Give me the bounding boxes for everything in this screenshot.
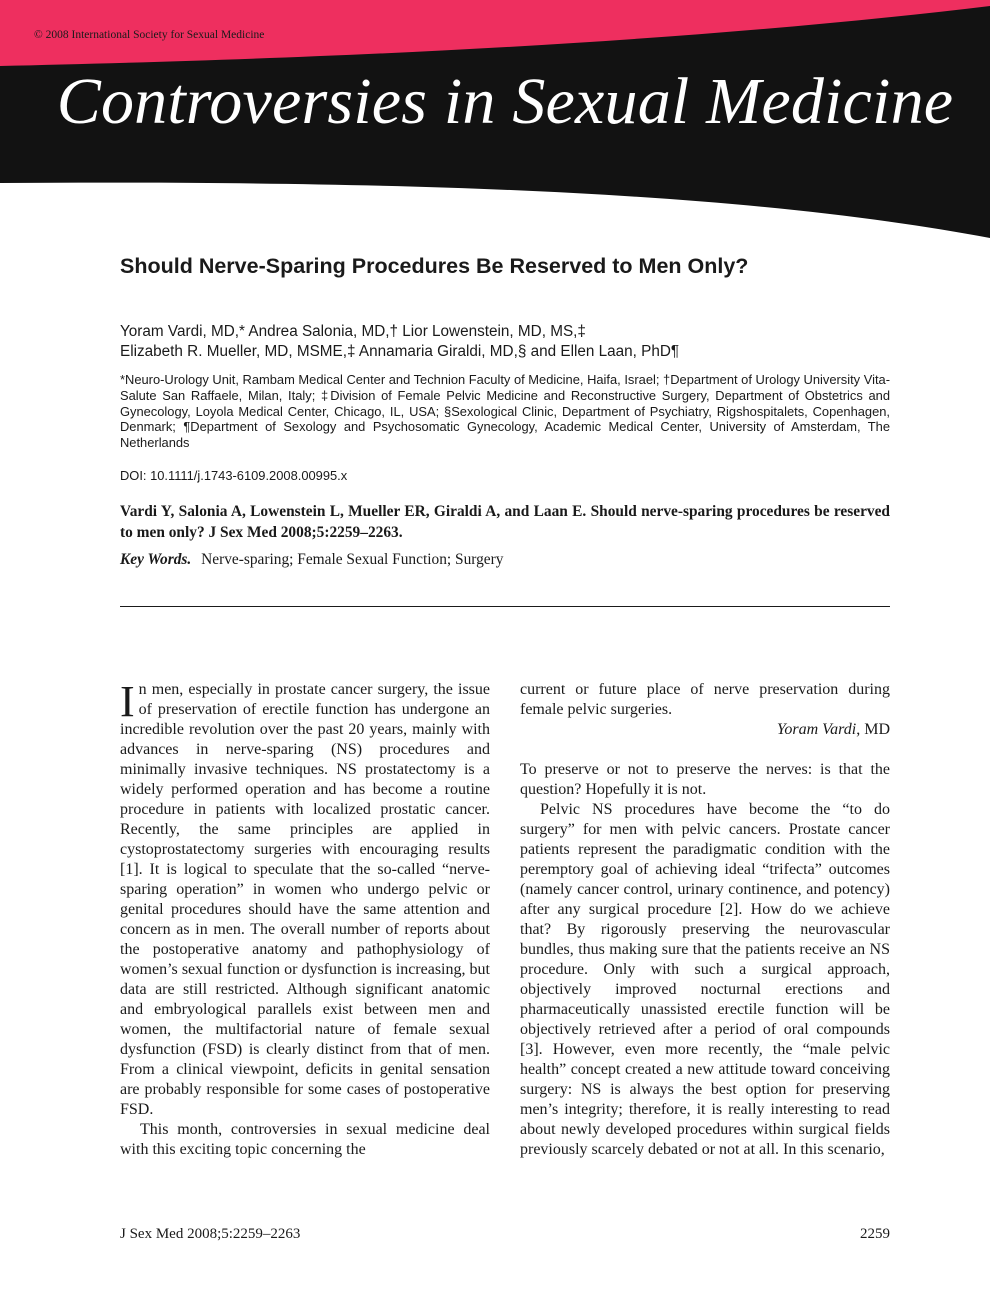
editor-signature [520,720,890,740]
authors-line-2: Elizabeth R. Mueller, MD, MSME,‡ Annamaria Giraldi, MD,§ and Ellen Laan, PhD¶ [120,343,680,360]
journal-title: Controversies in Sexual Medicine [56,65,954,138]
keywords-label: Key Words. [120,551,192,568]
paragraph-gap [520,740,890,760]
copyright-notice: © 2008 International Society for Sexual Medicine [34,29,265,41]
paragraph-text: n men, especially in prostate cancer surgery, the issue of preservation of erectile function has undergone an incredible revolution over the past 20 years, mainly with advances in nerve-sparing (NS) procedures and minimally invasive techniques. NS prostatectomy is a widely performed operation and has become a routine procedure in patients with localized prostatic cancer. Recently, the same principles are applied in cystoprostatectomy surgeries with encouraging results [1]. It is logical to speculate that the so-called “nerve-sparing operation” in women who undergo pelvic or genital procedures should have the same attention and concern as in men. The overall number of reports about the postoperative anatomy and pathophysiology of women’s sexual function or dysfunction is increasing, but data are still restricted. Although significant anatomic and embryological parallels exist between men and women, the multifactorial nature of female sexual dysfunction (FSD) is clearly distinct from that of men. From a clinical viewpoint, deficits in genital sensation are probably responsible for some cases of postoperative FSD. [120,681,490,1118]
section-divider [120,606,890,607]
body-paragraph: To preserve or not to preserve the nerves: is that the question? Hopefully it is not. [520,761,890,798]
authors-line-1: Yoram Vardi, MD,* Andrea Salonia, MD,† Lior Lowenstein, MD, MS,‡ [120,323,586,340]
citation: Vardi Y, Salonia A, Lowenstein L, Mueller ER, Giraldi A, and Laan E. Should nerve-sparing procedures be reserved to men only? J Sex Med 2008;5:2259–2263. [120,503,890,541]
signature-name: Yoram Vardi [776,721,857,738]
body-paragraph: current or future place of nerve preservation during female pelvic surgeries. [520,681,890,718]
body-column-right [520,680,890,1160]
doi: DOI: 10.1111/j.1743-6109.2008.00995.x [120,468,348,483]
body-paragraph [120,677,490,1120]
body-column-left [120,677,490,1160]
drop-cap: I [120,677,135,726]
author-list [120,322,890,362]
affiliations: *Neuro-Urology Unit, Rambam Medical Center and Technion Faculty of Medicine, Haifa, Israel; †Department of Urology University Vita-Salute San Raffaele, Milan, Italy; ‡Division of Female Pelvic Medicine and Reconstructive Surgery, Department of Obstetrics and Gynecology, Loyola Medical Center, Chicago, IL, USA; §Sexological Clinic, Department of Psychiatry, Rigshospitalets, Copenhagen, Denmark; ¶Department of Sexology and Psychosomatic Gynecology, Academic Medical Center, University of Amsterdam, The Netherlands [120,372,890,451]
body-paragraph: Pelvic NS procedures have become the “to do surgery” for men with pelvic cancers. Prostate cancer patients represent the paradigmatic condition with the peremptory goal of achieving ideal “trifecta” outcomes (namely cancer control, urinary continence, and potency) after any surgical procedure [2]. How do we achieve that? By rigorously preserving the neurovascular bundles, thus making sure that the patients receive an NS procedure. Only with such a surgical approach, objectively improved nocturnal erections and pharmaceutically unassisted erectile function will be objectively retrieved after a period of oral compounds [3]. However, even more recently, the “male pelvic health” concept created a new attitude toward conceiving surgery: NS is always the best option for preserving men’s integrity; therefore, it is really interesting to read about newly developed procedures within surgical fields previously scarcely debated or not at all. In this scenario, [520,801,890,1158]
page-number: 2259 [860,1226,890,1242]
journal-reference: J Sex Med 2008;5:2259–2263 [120,1226,301,1242]
keywords [120,551,890,569]
body-paragraph: This month, controversies in sexual medicine deal with this exciting topic concerning the [120,1121,490,1158]
article-title: Should Nerve-Sparing Procedures Be Reserved to Men Only? [120,254,749,278]
signature-degree: , MD [856,721,890,738]
keywords-text: Nerve-sparing; Female Sexual Function; Surgery [201,551,504,568]
